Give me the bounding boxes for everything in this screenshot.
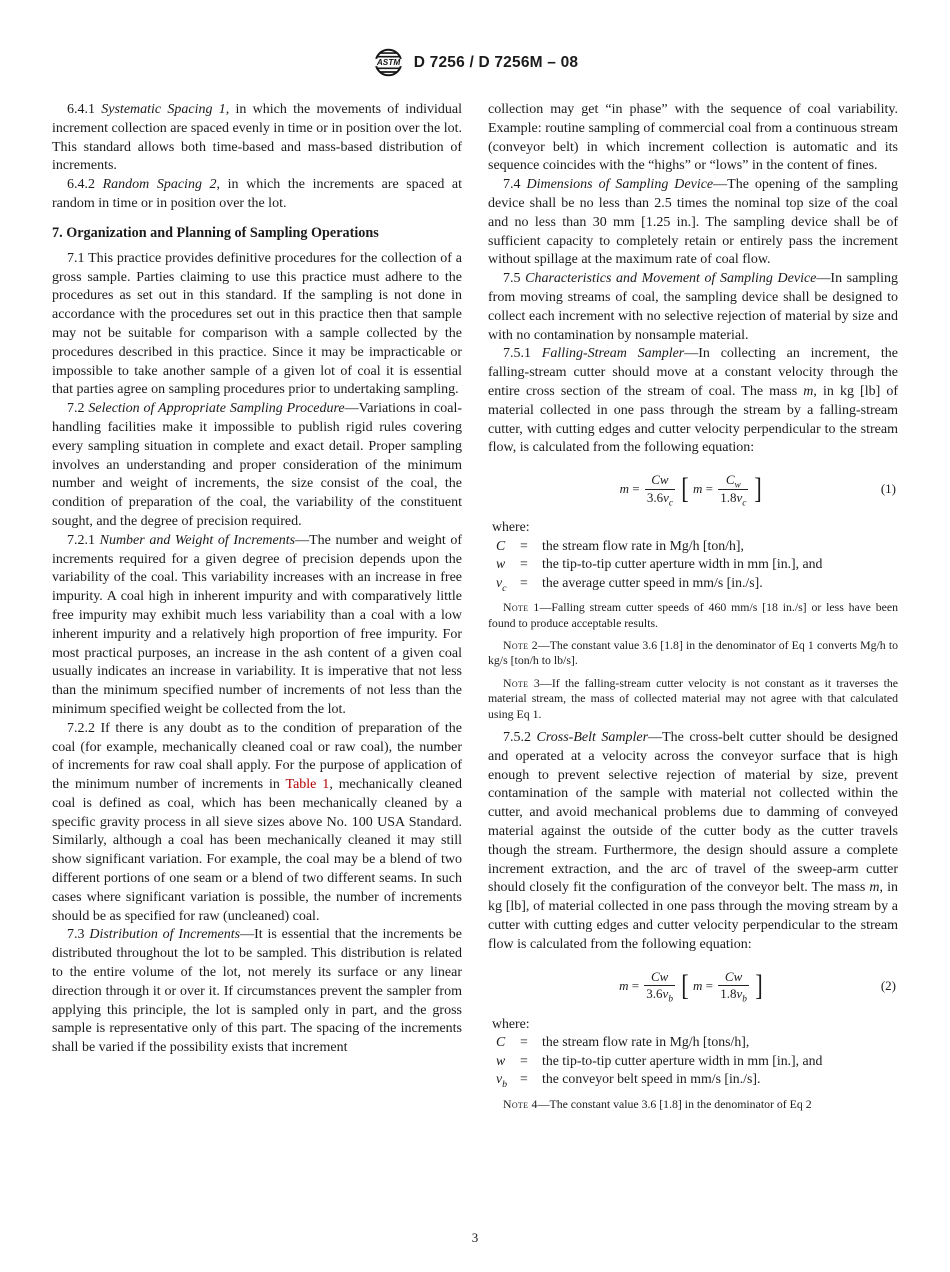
text-run: 3.6	[646, 489, 664, 505]
text-run: b	[742, 994, 747, 1005]
paragraph	[488, 101, 898, 176]
note: Note 4—The constant value 3.6 [1.8] in the denominator of Eq 2	[503, 1096, 812, 1111]
page-header	[52, 46, 898, 79]
text-run: 6.4.1	[67, 102, 102, 117]
text-run: v	[496, 1071, 503, 1087]
text-run: m	[869, 880, 880, 896]
where-symbol	[488, 1033, 520, 1052]
paragraph	[52, 926, 462, 1058]
paragraph	[52, 720, 462, 927]
text-run: Random Spacing 2	[102, 177, 217, 193]
where-list	[488, 1015, 898, 1089]
where-definition: the average cutter speed in mm/s [in./s].	[542, 574, 763, 590]
equation	[488, 468, 898, 510]
fraction	[718, 969, 749, 1003]
text-run: 7.2	[67, 401, 89, 417]
equation-number: (1)	[880, 481, 896, 497]
paragraph	[488, 270, 898, 345]
where-intro: where:	[492, 519, 530, 535]
numerator	[649, 969, 670, 985]
text-run: w	[496, 556, 506, 572]
text-run: —The cross-belt cutter should be designed and operated at a velocity across the conveyor surface that is high enough to prevent selective rejection of material by size, prevent contamination of the sample with material not collected within the cutter, and avoid mechanical problems due to damming of conveyed material against the outside of the cutter body as the cutter travels though the stream. Furthermore, the design should assure a complete increment extraction, and the arc of travel of the sweep-arm cutter should closely fit the configuration of the conveyor belt. The mass	[488, 729, 898, 896]
text-run: 1.8	[720, 489, 737, 505]
text-run: =	[628, 977, 643, 993]
denominator	[718, 985, 749, 1005]
text-run: m	[619, 977, 629, 993]
text-run: 7.2.2 If there is any doubt as to the condition of preparation of the coal (for example, mechanically cleaned coal or raw coal), the number of increments for raw coal shall apply. For the purpose of application of the minimum number of increments in	[52, 720, 462, 793]
text-run: 7.3	[67, 927, 90, 943]
note: Note 3—If the falling-stream cutter velocity is not constant as it traverses the material stream, the mass of collected material may not agree with that calculated using Eq 1.	[488, 675, 899, 721]
text-run: c	[742, 498, 747, 509]
equation-body	[619, 472, 767, 509]
page-number: 3	[471, 1230, 479, 1245]
text-run: 7.1 This practice provides definitive procedures for the collection of a gross sample. Parties claiming to use this practice must adhere to the procedures as set out in this standard. If the sampling is not done in accordance with the procedures set out in this practice then that sample may not be suitable for comparison with a sample collected by the procedures described in this practice. Since it may be impracticable or impossible to take another sample of a given lot of coal it is essential that parties agree on sampling procedures prior to undertaking sampling.	[52, 250, 462, 398]
where-definition: the stream flow rate in Mg/h [tons/h],	[542, 1034, 750, 1050]
astm-logo	[372, 46, 405, 79]
open-bracket-icon: [	[681, 968, 689, 1002]
equals-sign: =	[520, 1071, 528, 1087]
text-run: —It is essential that the increments be distributed throughout the lot to be sampled. This distribution is related to the entire volume of the lot, not merely its surface or any linear direction through it or over it. If circumstances prevent the sampler from applying this principle, the lot is sampled only in part, and the gross sample is representative only of this part. The spacing of the increments shall be varied if the possibility exists that increment	[52, 927, 463, 1056]
where-symbol	[488, 1052, 520, 1071]
note-label: Note 4	[503, 1096, 538, 1111]
equals-sign: =	[520, 537, 528, 553]
text-run: v	[663, 489, 669, 505]
text-run: —In collecting an increment, the falling-stream cutter should move at a constant velocity through the entire cross section of the stream of coal. The mass	[488, 346, 899, 399]
page-footer	[0, 1230, 950, 1246]
text-run: v	[736, 489, 743, 505]
text-run: 7.5	[503, 271, 526, 287]
paragraph	[488, 345, 898, 458]
equals-sign: =	[520, 556, 528, 572]
denominator	[718, 489, 748, 509]
text-run: c	[668, 498, 673, 509]
text-run: m	[693, 481, 703, 497]
numerator	[649, 472, 670, 488]
text-run: Cw	[650, 968, 669, 984]
fraction	[718, 472, 748, 509]
fraction	[645, 472, 675, 509]
text-run: v	[662, 986, 669, 1002]
open-bracket-icon: [	[681, 472, 689, 506]
paragraph	[52, 250, 462, 400]
text-run: 1.8	[720, 986, 737, 1002]
equation	[488, 965, 898, 1007]
text-run: Dimensions of Sampling Device	[526, 177, 714, 193]
text-run: collection may get “in phase” with the sequence of coal variability. Example: routine sampling of commercial coal from a continuous stream (conveyor belt) in which increment collection is automatic and its sequence coincides with the “highs” or “lows” in the content of fines.	[488, 102, 898, 174]
text-run: Cross-Belt Sampler	[536, 729, 649, 745]
numerator	[724, 472, 743, 491]
paragraph	[52, 400, 462, 532]
where-symbol	[488, 574, 520, 593]
text-run: 7.5.1	[503, 346, 542, 362]
where-symbol	[488, 1070, 520, 1089]
text-run: w	[734, 480, 741, 491]
text-run: c	[502, 582, 507, 594]
text-run: v	[736, 986, 743, 1002]
left-column	[52, 101, 462, 1119]
where-definition: the tip-to-tip cutter aperture width in mm [in.], and	[542, 1052, 823, 1068]
equation-body	[619, 969, 767, 1003]
where-item	[488, 537, 898, 556]
text-run: Falling-Stream Sampler	[541, 346, 685, 362]
text-run: —Variations in coal-handling facilities make it impossible to publish rigid rules covering every sampling situation in complete and exact detail. Proper sampling involves an understanding and proper consideration of the minimum number and weight of increments, the size consist of the coal, the condition of preparation of the coal, the variability of the constituent sought, and the degree of precision required.	[52, 401, 463, 529]
equation-number: (2)	[880, 977, 896, 993]
text-run: , in which the increments are spaced at random in time or in position over the lot.	[52, 177, 463, 211]
where-item	[488, 1033, 898, 1052]
where-intro: where:	[492, 1015, 530, 1031]
svg-text:ASTM: ASTM	[376, 57, 400, 67]
numerator	[723, 969, 744, 985]
note: Note 2—The constant value 3.6 [1.8] in the denominator of Eq 1 converts Mg/h to kg/s [ton/h to lb/s].	[488, 637, 898, 668]
text-run: m	[693, 977, 703, 993]
text-run: , in kg [lb], of material collected in one pass through the moving stream by a cutter with cutting edges and cutter velocity perpendicular to the stream flow is calculated from the following equation:	[488, 880, 898, 952]
paragraph	[52, 532, 462, 720]
where-symbol	[488, 537, 520, 556]
text-run: m	[619, 481, 629, 497]
where-definition: the conveyor belt speed in mm/s [in./s].	[542, 1071, 761, 1087]
text-run: , in which the movements of individual increment collection are spaced evenly in time or in position over the lot. This standard allows both time-based and mass-based distribution of increments.	[52, 102, 463, 174]
paragraph	[52, 101, 462, 176]
document-body	[52, 101, 898, 1119]
text-run: —In sampling from moving streams of coal, the sampling device shall be designed to collect each increment with no selective rejection of material by size and with no contamination by nonsample material.	[488, 271, 899, 343]
text-run: b	[502, 1078, 508, 1090]
text-run: , in kg [lb] of material collected in one pass through the stream by a falling-stream cutter, with cutting edges and cutter velocity perpendicular to the stream flow, is calculated from the following equation:	[488, 383, 899, 456]
text-run: C	[725, 472, 735, 488]
text-run: Cw	[651, 472, 669, 488]
where-definition: the stream flow rate in Mg/h [ton/h],	[542, 537, 744, 553]
text-run: 7.4	[503, 177, 527, 193]
denominator	[644, 985, 675, 1005]
text-run: w	[496, 1052, 506, 1068]
where-item	[488, 1070, 898, 1089]
where-item	[488, 555, 898, 574]
equals-sign: =	[520, 1052, 528, 1068]
text-run: Characteristics and Movement of Sampling Device	[525, 271, 817, 287]
text-run: m	[803, 383, 814, 399]
paragraph	[488, 729, 898, 955]
text-run: =	[702, 481, 717, 497]
text-run: 3.6	[646, 986, 663, 1002]
where-item	[488, 1052, 898, 1071]
note-label: Note 3	[503, 675, 541, 690]
where-definition: the tip-to-tip cutter aperture width in mm [in.], and	[542, 556, 823, 572]
text-run: 7.2.1	[67, 532, 100, 548]
where-item	[488, 574, 898, 593]
paragraph	[52, 176, 462, 214]
equals-sign: =	[520, 574, 528, 590]
note: Note 1—Falling stream cutter speeds of 460 mm/s [18 in./s] or less have been found to produce acceptable results.	[488, 600, 898, 630]
text-run: v	[496, 574, 503, 590]
where-symbol	[488, 555, 520, 574]
text-run: —The opening of the sampling device shall be no less than 2.5 times the nominal top size of the coal and no less than 30 mm [1.25 in.]. The sampling device shall be of sufficient capacity to completely retain or entirely pass the increment without spillage at the maximum rate of coal flow.	[488, 177, 899, 268]
text-run: b	[668, 994, 673, 1005]
text-run: =	[702, 977, 717, 993]
close-bracket-icon: ]	[755, 968, 763, 1002]
document-designation: D 7256 / D 7256M – 08	[413, 53, 579, 71]
right-column	[488, 101, 898, 1119]
close-bracket-icon: ]	[754, 472, 763, 506]
text-run: Cw	[724, 968, 743, 984]
denominator	[645, 489, 675, 509]
where-list	[488, 518, 898, 592]
text-run: C	[496, 1034, 506, 1050]
text-run: , mechanically cleaned coal is defined as coal, which has been mechanically cleaned by a specific gravity process in all sieve sizes above No. 100 USA Standard. Similarly, although a coal has been mechanically cleaned it may still show significant variation. For example, the coal may be a blend of two different portions of one seam or a blend of two different seams. In such cases where significant variation is possible, the number of increments should be as specified for raw (uncleaned) coal.	[52, 777, 463, 924]
text-run: Number and Weight of Increments	[99, 532, 296, 548]
paragraph	[488, 176, 898, 270]
text-run: 7.5.2	[503, 729, 537, 745]
note-label: Note 1	[503, 600, 540, 615]
note-label: Note 2	[503, 637, 538, 652]
text-run: 6.4.2	[67, 177, 103, 193]
section-heading: 7. Organization and Planning of Sampling Operations	[52, 224, 379, 241]
fraction	[644, 969, 675, 1003]
text-run: =	[628, 481, 643, 497]
text-run: C	[496, 537, 506, 553]
text-run: Systematic Spacing 1	[101, 102, 226, 117]
equals-sign: =	[520, 1034, 528, 1050]
text-run: Distribution of Increments	[89, 927, 241, 943]
text-run: —The number and weight of increments required for a given degree of precision depends upon the variability of the coal. This variability increases with an increase in free impurity. A coal high in inherent impurity and with comparatively little free impurity may exhibit much less variability than a coal with a low inherent impurity and a relatively high proportion of free impurity. For most practical purposes, an increase in the ash content of a given coal usually indicates an increase in variability. It is imperative that not less than the minimum specified number of increments of not less than the minimum specified weight be collected from the lot.	[52, 532, 462, 717]
table-1-link[interactable]: Table 1	[285, 777, 330, 793]
text-run: Selection of Appropriate Sampling Procedure	[88, 401, 345, 417]
